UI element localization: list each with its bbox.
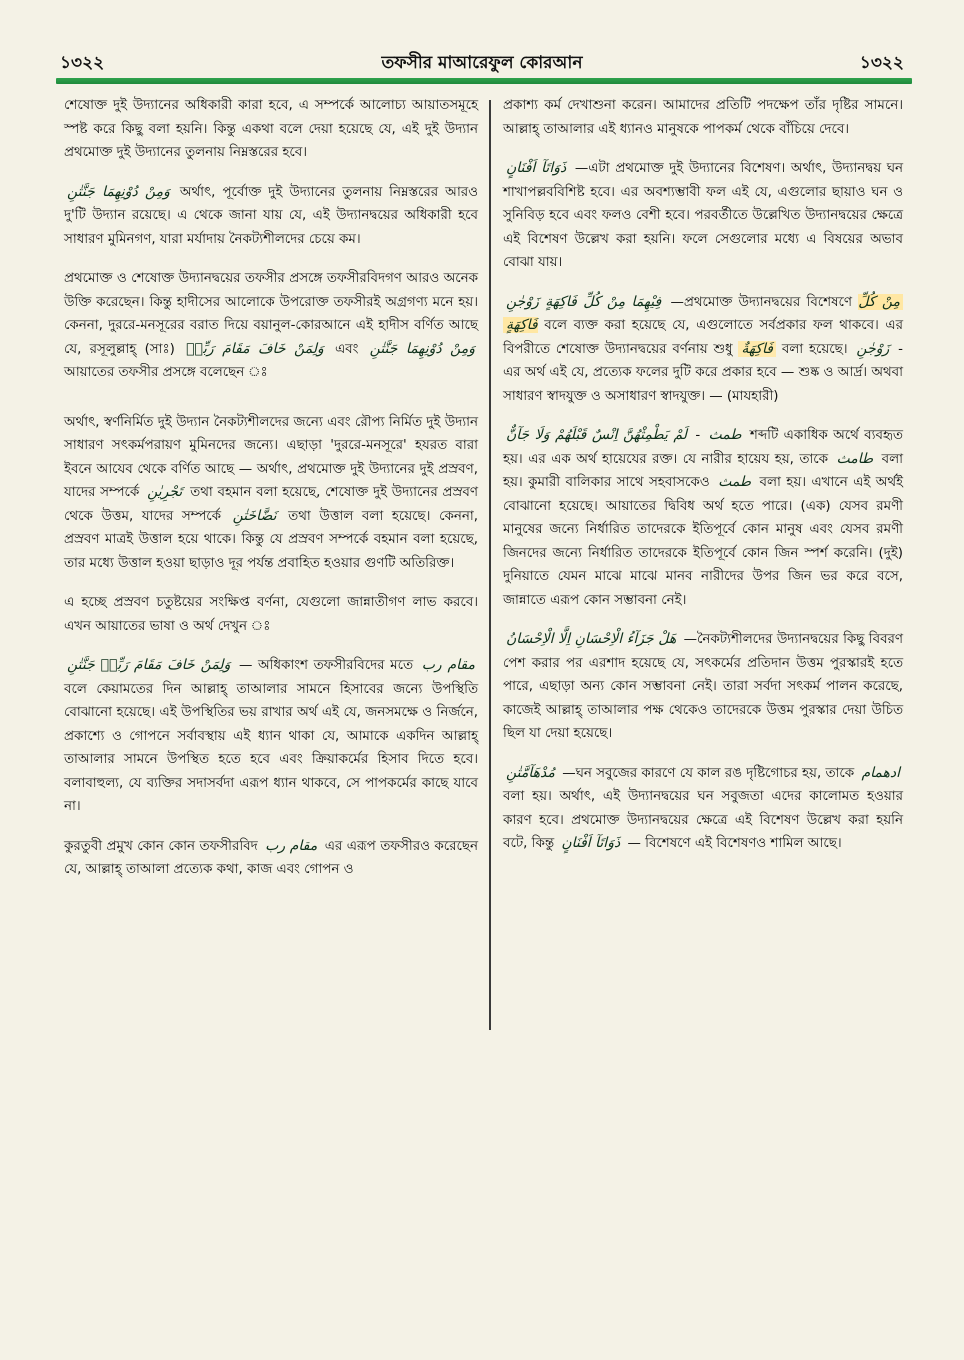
text: -: [695, 428, 701, 443]
arabic-verse: ذَوَاتَآ اَفْنَانٍ: [506, 160, 567, 176]
text: শব্দটি একাধিক অর্থে ব্যবহৃত হয়। এর এক অর্থ হায়েযের রক্ত। যে নারীর হায়েয হয়, তাকে: [503, 428, 903, 467]
paragraph: [64, 94, 478, 165]
spacer: [64, 401, 478, 411]
text: —ঘন সবুজের কারণে যে কাল রঙ দৃষ্টিগোচর হয়, তাকে: [562, 765, 855, 781]
arabic-verse: وَمِنْ دُوْنِهِمَا جَنَّتٰنِ: [369, 340, 475, 357]
text: এবং: [334, 341, 359, 357]
text: —নৈকট্যশীলদের উদ্যানদ্বয়ের কিছু বিবরণ পেশ করার পর এরশাদ হয়েছে যে, সৎকর্মের প্রতিদান উত্তম পুরস্কারই হতে পারে, এছাড়া অন্য কোন সম্ভাবনা নেই। তারা সর্বদা সৎকর্ম পালন করেছে, কাজেই আল্লাহ্ তাআলার পক্ষ থেকেও তাদেরকে উত্তম পুরস্কার দেয়া উচিত ছিল যা দেয়া হয়েছে।: [503, 632, 903, 741]
arabic-verse: فِيْهِمَا مِنْ كُلِّ فَاكِهَةٍ زَوْجٰنِ: [506, 293, 662, 310]
text: বলা হয়। অর্থাৎ, এই উদ্যানদ্বয়ের ঘন সবুজতা এদের কালোমত হওয়ার কারণ হবে। প্রথমোক্ত উদ্যানদ্বয়ের ক্ষেত্রে এই বিশেষণ উল্লেখ করা হয়নি বটে, কিন্তু: [503, 789, 903, 851]
column-divider: [489, 100, 491, 1030]
text: বলে কেয়ামতের দিন আল্লাহ্ তাআলার সামনে হিসাবের জন্যে উপস্থিতি বোঝানো হয়েছে। এই উপস্থিতির ভয় রাখার অর্থ এই যে, জনসমক্ষে ও নির্জনে, প্রকাশ্যে ও গোপনে সর্বাবস্থায় এই ধ্যান থাকা যে, আমাকে একদিন আল্লাহ্ তাআলার সামনে উপস্থিত হতে হবে এবং ক্রিয়াকর্মের হিসাব দিতে হবে। বলাবাহুল্য, যে ব্যক্তির সদাসর্বদা এরূপ ধ্যান থাকবে, সে পাপকর্মের কাছে যাবে না।: [64, 681, 478, 814]
arabic-verse: ذَوَاتَآ اَفْنَانٍ: [561, 835, 621, 851]
arabic-word: زَوْجٰنِ: [856, 340, 890, 357]
page-number-right: ১৩২২: [859, 53, 904, 73]
text: বলে ব্যক্ত করা হয়েছে যে, এগুলোতে সর্বপ্রকার ফল থাকবে। এর বিপরীতে শেষোক্ত উদ্যানদ্বয়ের বর্ণনায় শুধু: [503, 318, 903, 357]
arabic-word: مِنْ كُلِّ فَاكِهَةٍ: [503, 294, 903, 334]
text: এর এরূপ তফসীরও করেছেন যে, আল্লাহ্ তাআলা প্রত্যেক কথা, কাজ এবং গোপন ও: [64, 838, 479, 877]
text: —এটা প্রথমোক্ত দুই উদ্যানের বিশেষণ। অর্থাৎ, উদ্যানদ্বয় ঘন শাখাপল্লববিশিষ্ট হবে। এর অবশ্যম্ভাবী ফল এই যে, এগুলোর ছায়াও ঘন ও সুনিবিড় হবে এবং ফলও বেশী হবে। পরবর্তীতে উল্লেখিত উদ্যানদ্বয়ের ক্ষেত্রে এই বিশেষণ উল্লেখ করা হয়নি। ফলে সেগুলোর মধ্যে এ বিষয়ের অভাব বোঝা যায়।: [503, 161, 903, 270]
text: — বিশেষণে এই বিশেষণও শামিল আছে।: [627, 836, 842, 851]
arabic-verse: وَلِمَنْ خَافَ مَقَامَ رَبِّهٖ جَنَّتٰنِ: [67, 657, 231, 673]
text: বলা হয়। কুমারী বালিকার সাথে সহবাসকেও: [503, 451, 903, 490]
header-rule: [56, 78, 912, 84]
arabic-verse: لَمْ يَطْمِثْهُنَّ اِنْسٌ قَبْلَهُمْ وَلَا جَآنٌّ: [506, 427, 687, 443]
text: তথা বহমান বলা হয়েছে, শেষোক্ত দুই উদ্যানের প্রস্রবণ থেকে উত্তম, যাদের সম্পর্কে: [64, 485, 478, 524]
arabic-word: تَجْرِيٰنِ: [147, 484, 183, 500]
page-number-left: ১৩২২: [60, 53, 105, 73]
text: - এর অর্থ এই যে, প্রত্যেক ফলের দুটি করে প্রকার হবে — শুষ্ক ও আর্দ্র। অথবা সাধারণ স্বাদযুক্ত ও অসাধারণ স্বাদযুক্ত। — (মাযহারী): [503, 341, 903, 404]
running-title: তফসীর মাআরেফুল কোরআন: [381, 53, 583, 73]
text: বলা হয়েছে।: [781, 341, 848, 357]
text: বলা হয়। এখানে এই অর্থই বোঝানো হয়েছে। আয়াতের দ্বিবিধ অর্থ হতে পারে। (এক) যেসব রমণী মানুষের জন্যে নির্ধারিত তাদেরকে ইতিপূর্বে কোন মানুষ এবং যেসব রমণী জিনদের জন্যে নির্ধারিত তাদেরকে ইতিপূর্বে কোন জিন স্পর্শ করেনি। (দুই) দুনিয়াতে যেমন মাঝে মাঝে মানব নারীদের উপর জিন ভর করে বসে, জান্নাতে এরূপ কোন সম্ভাবনা নেই।: [503, 475, 903, 608]
paragraph: [64, 267, 478, 385]
text: তথা উত্তাল বলা হয়েছে। কেননা, প্রস্রবণ মাত্রই উত্তাল হয়ে থাকে। কিন্তু যে প্রস্রবণ সম্পর্কে বহমান বলা হয়েছে, তার মধ্যে উত্তাল হওয়া ছাড়াও দূর পর্যন্ত প্রবাহিত হওয়ার গুণটি অতিরিক্ত।: [64, 508, 479, 571]
paragraph: [503, 94, 903, 141]
paragraph: [64, 181, 478, 252]
text: — অধিকাংশ তফসীরবিদের মতে: [239, 658, 414, 673]
text: প্রথমোক্ত ও শেষোক্ত উদ্যানদ্বয়ের তফসীর প্রসঙ্গে তফসীরবিদগণ আরও অনেক উক্তি করেছেন। কিন্তু হাদীসের আলোকে উপরোক্ত তফসীরই অগ্রগণ্য মনে হয়। কেননা, দুররে-মনসূরের বরাত দিয়ে বয়ানুল-কোরআনে এই হাদীস বর্ণিত আছে যে, রসূলুল্লাহ্ (সাঃ): [64, 271, 478, 357]
arabic-word: مُدْهَآمَّتٰنِ: [506, 764, 555, 781]
paragraph: [503, 157, 903, 275]
paragraph: [64, 591, 478, 638]
page-header: [58, 46, 906, 76]
paragraph: [503, 762, 903, 856]
arabic-word: طمث: [708, 427, 742, 443]
arabic-word: طامث: [836, 450, 874, 467]
arabic-word: نَضَّاخَتٰنِ: [232, 507, 277, 524]
right-column: [503, 94, 903, 872]
text: প্রকাশ্য কর্ম দেখাশুনা করেন। আমাদের প্রতিটি পদক্ষেপ তাঁর দৃষ্টির সামনে। আল্লাহ্ তাআলার এই ধ্যানও মানুষকে পাপকর্ম থেকে বাঁচিয়ে দেবে।: [503, 98, 903, 137]
paragraph: [64, 654, 478, 819]
arabic-word: طمث: [718, 474, 752, 490]
text: আয়াতের তফসীর প্রসঙ্গে বলেছেন ঃ: [64, 365, 268, 380]
paragraph: [64, 411, 478, 576]
arabic-word: مقام رب: [265, 837, 318, 854]
text: অর্থাৎ, স্বর্ণনির্মিত দুই উদ্যান নৈকট্যশীলদের জন্যে এবং রৌপ্য নির্মিত দুই উদ্যান সাধারণ সৎকর্মপরায়ণ মুমিনদের জন্যে। এছাড়া 'দুররে-মনসূরে' হযরত বারা ইবনে আযেব থেকে বর্ণিত আছে — অর্থাৎ, প্রথমোক্ত দুই উদ্যানের দুই প্রস্রবণ, যাদের সম্পর্কে: [64, 414, 478, 500]
text: কুরতুবী প্রমুখ কোন কোন তফসীরবিদ: [64, 838, 258, 854]
arabic-verse: وَمِنْ دُوْنِهِمَا جَنَّتٰنِ: [67, 183, 170, 200]
arabic-word: فَاكِهَةٌ: [738, 341, 776, 357]
left-column: [64, 94, 478, 898]
arabic-word: ادهمام: [861, 764, 901, 781]
arabic-word: مقام رب: [421, 657, 475, 673]
paragraph: [503, 628, 903, 746]
arabic-verse: وَلِمَنْ خَافَ مَقَامَ رَبِّهٖ: [186, 340, 324, 357]
text: এ হচ্ছে প্রস্রবণ চতুষ্টয়ের সংক্ষিপ্ত বর্ণনা, যেগুলো জান্নাতীগণ লাভ করবে। এখন আয়াতের ভাষা ও অর্থ দেখুন ঃ: [64, 595, 478, 634]
paragraph: [64, 835, 478, 882]
paragraph: [503, 424, 903, 612]
text: অর্থাৎ, পূর্বোক্ত দুই উদ্যানের তুলনায় নিম্নস্তরের আরও দু'টি উদ্যান রয়েছে। এ থেকে জানা যায় যে, এই উদ্যানদ্বয়ের অধিকারী হবে সাধারণ মুমিনগণ, যারা মর্যাদায় নৈকট্যশীলদের চেয়ে কম।: [64, 184, 478, 247]
text: শেষোক্ত দুই উদ্যানের অধিকারী কারা হবে, এ সম্পর্কে আলোচ্য আয়াতসমূহে স্পষ্ট করে কিছু বলা হয়নি। কিন্তু একথা বলে দেয়া হয়েছে যে, এই দুই উদ্যান প্রথমোক্ত দুই উদ্যানের তুলনায় নিম্নস্তরের হবে।: [64, 98, 478, 160]
arabic-verse: هَلْ جَزَآءُ الْاِحْسَانِ اِلَّا الْاِحْسَانُ: [506, 631, 677, 647]
paragraph: [503, 291, 903, 409]
text: —প্রথমোক্ত উদ্যানদ্বয়ের বিশেষণে: [670, 294, 852, 310]
